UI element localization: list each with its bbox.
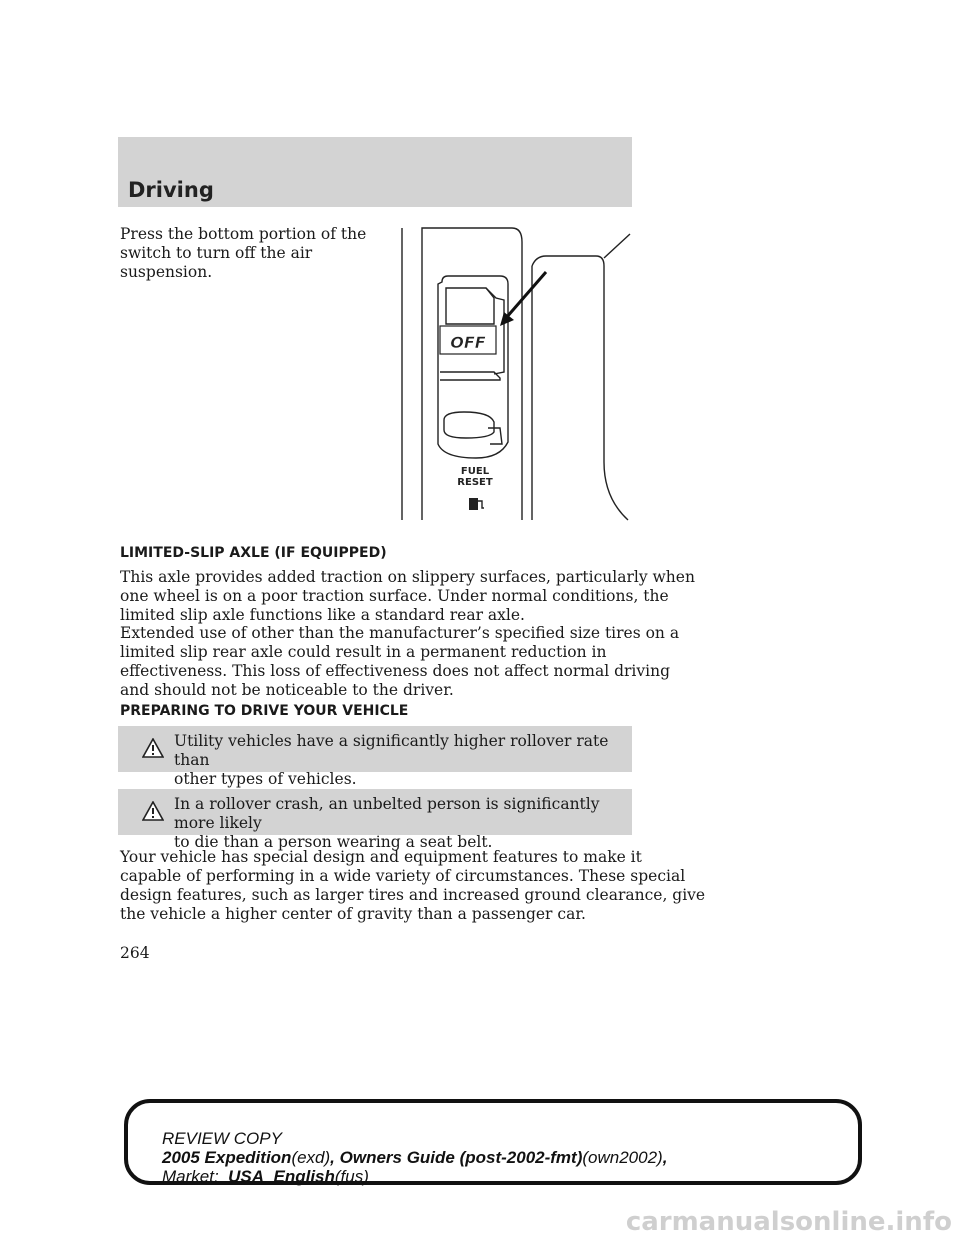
review-model: 2005 Expedition <box>162 1148 292 1167</box>
warning-line: to die than a person wearing a seat belt. <box>174 833 493 851</box>
fuel-reset-label-line1: FUEL <box>460 466 490 477</box>
section-title: Driving <box>128 178 214 202</box>
switch-off-label: OFF <box>450 333 486 352</box>
page-number: 264 <box>120 944 150 962</box>
paragraph-line: capable of performing in a wide variety of circumstances. These special <box>120 867 686 885</box>
warning-triangle-icon <box>142 738 164 758</box>
review-market: USA_English <box>228 1167 335 1186</box>
warning-text <box>174 732 632 789</box>
warning-box-seat-belt <box>118 789 632 851</box>
review-market-code: (fus) <box>334 1167 369 1186</box>
warning-text <box>174 795 632 852</box>
limited-slip-paragraph-1 <box>120 568 695 625</box>
preparing-paragraph <box>120 848 705 924</box>
paragraph-line: limited slip rear axle could result in a permanent reduction in <box>120 643 607 661</box>
limited-slip-paragraph-2 <box>120 624 679 700</box>
review-copy-model-line <box>162 1149 667 1167</box>
review-copy-label: REVIEW COPY <box>162 1129 282 1148</box>
intro-line: suspension. <box>120 263 213 281</box>
paragraph-line: and should not be noticeable to the driver. <box>120 681 454 699</box>
preparing-heading: PREPARING TO DRIVE YOUR VEHICLE <box>120 703 409 719</box>
intro-line: switch to turn off the air <box>120 244 313 262</box>
site-watermark: carmanualsonline.info <box>625 1207 952 1237</box>
intro-paragraph <box>120 225 366 282</box>
paragraph-line: limited slip axle functions like a standard rear axle. <box>120 606 525 624</box>
fuel-reset-label-line2: RESET <box>457 477 493 488</box>
warning-line: In a rollover crash, an unbelted person is significantly more likely <box>174 795 600 832</box>
review-copy-market-line <box>162 1168 369 1186</box>
paragraph-line: the vehicle a higher center of gravity than a passenger car. <box>120 905 586 923</box>
paragraph-line: effectiveness. This loss of effectiveness does not affect normal driving <box>120 662 670 680</box>
switch-illustration <box>400 222 632 522</box>
warning-triangle-icon <box>142 801 164 821</box>
review-model-code: (exd) <box>291 1148 331 1167</box>
warning-line: other types of vehicles. <box>174 770 357 788</box>
review-comma: , <box>662 1148 668 1167</box>
paragraph-line: This axle provides added traction on slippery surfaces, particularly when <box>120 568 695 586</box>
review-guide-code: (own2002) <box>582 1148 663 1167</box>
warning-box-rollover-rate <box>118 726 632 788</box>
paragraph-line: Extended use of other than the manufacturer’s specified size tires on a <box>120 624 680 642</box>
air-suspension-switch-figure <box>400 222 632 522</box>
paragraph-line: one wheel is on a poor traction surface. Under normal conditions, the <box>120 587 669 605</box>
limited-slip-heading: LIMITED-SLIP AXLE (IF EQUIPPED) <box>120 545 387 561</box>
review-guide: , Owners Guide (post-2002-fmt) <box>330 1148 583 1167</box>
fuel-pump-icon <box>469 498 484 510</box>
warning-line: Utility vehicles have a significantly higher rollover rate than <box>174 732 609 769</box>
review-market-label: Market: <box>162 1167 219 1186</box>
paragraph-line: Your vehicle has special design and equipment features to make it <box>120 848 642 866</box>
paragraph-line: design features, such as larger tires and increased ground clearance, give <box>120 886 706 904</box>
intro-line: Press the bottom portion of the <box>120 225 367 243</box>
